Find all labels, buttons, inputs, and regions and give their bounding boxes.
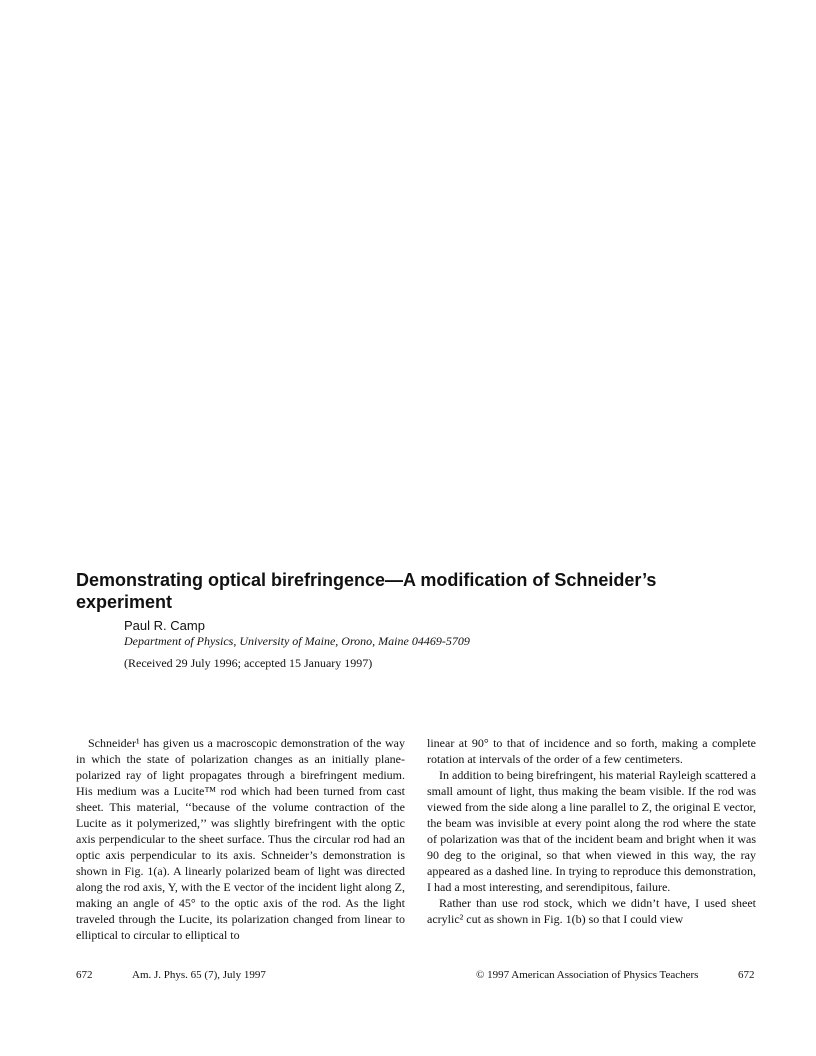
footer-copyright: © 1997 American Association of Physics Teachers [476, 969, 699, 981]
paragraph-sheet-acrylic: Rather than use rod stock, which we didn’t have, I used sheet acrylic² cut as shown in Fig. 1(b) so that I could view [427, 896, 756, 926]
author-name: Paul R. Camp [124, 618, 205, 633]
paragraph-rayleigh: In addition to being birefringent, his material Rayleigh scattered a small amount of light, thus making the beam visible. If the rod was viewed from the side along a line parallel to Z, the original E vector, the beam was invisible at every point along the rod where the state of polarization was that of the incident beam and bright when it was 90 deg to the original, so that when viewed in this way, the ray appeared as a dashed line. In trying to reproduce this demonstration, I had a most interesting, and serendipitous, failure. [427, 768, 756, 894]
footer-journal-citation: Am. J. Phys. 65 (7), July 1997 [132, 969, 266, 981]
received-dates: (Received 29 July 1996; accepted 15 January 1997) [124, 656, 373, 670]
body-right-column [427, 735, 756, 927]
body-left-column [76, 735, 405, 943]
footer-page-number-right: 672 [738, 969, 755, 981]
paragraph-continuation: linear at 90° to that of incidence and so forth, making a complete rotation at intervals of the order of a few centimeters. [427, 736, 756, 766]
article-title: Demonstrating optical birefringence—A modification of Schneider’s experiment [76, 570, 657, 612]
paragraph-intro: Schneider¹ has given us a macroscopic demonstration of the way in which the state of polarization changes as an initially plane-polarized ray of light propagates through a birefringent medium. His medium was a Lucite™ rod which had been turned from cast sheet. This material, ‘‘because of the volume contraction of the Lucite as it polymerized,’’ was slightly birefringent with the optic axis perpendicular to the sheet surface. Thus the circular rod had an optic axis perpendicular to its axis. Schneider’s demonstration is shown in Fig. 1(a). A linearly polarized beam of light was directed along the rod axis, Y, with the E vector of the incident light along Z, making an angle of 45° to the optic axis of the rod. As the light traveled through the Lucite, its polarization changed from linear to elliptical to circular to elliptical to [76, 736, 405, 942]
footer-page-number-left: 672 [76, 969, 93, 981]
author-affiliation: Department of Physics, University of Maine, Orono, Maine 04469-5709 [124, 634, 470, 648]
